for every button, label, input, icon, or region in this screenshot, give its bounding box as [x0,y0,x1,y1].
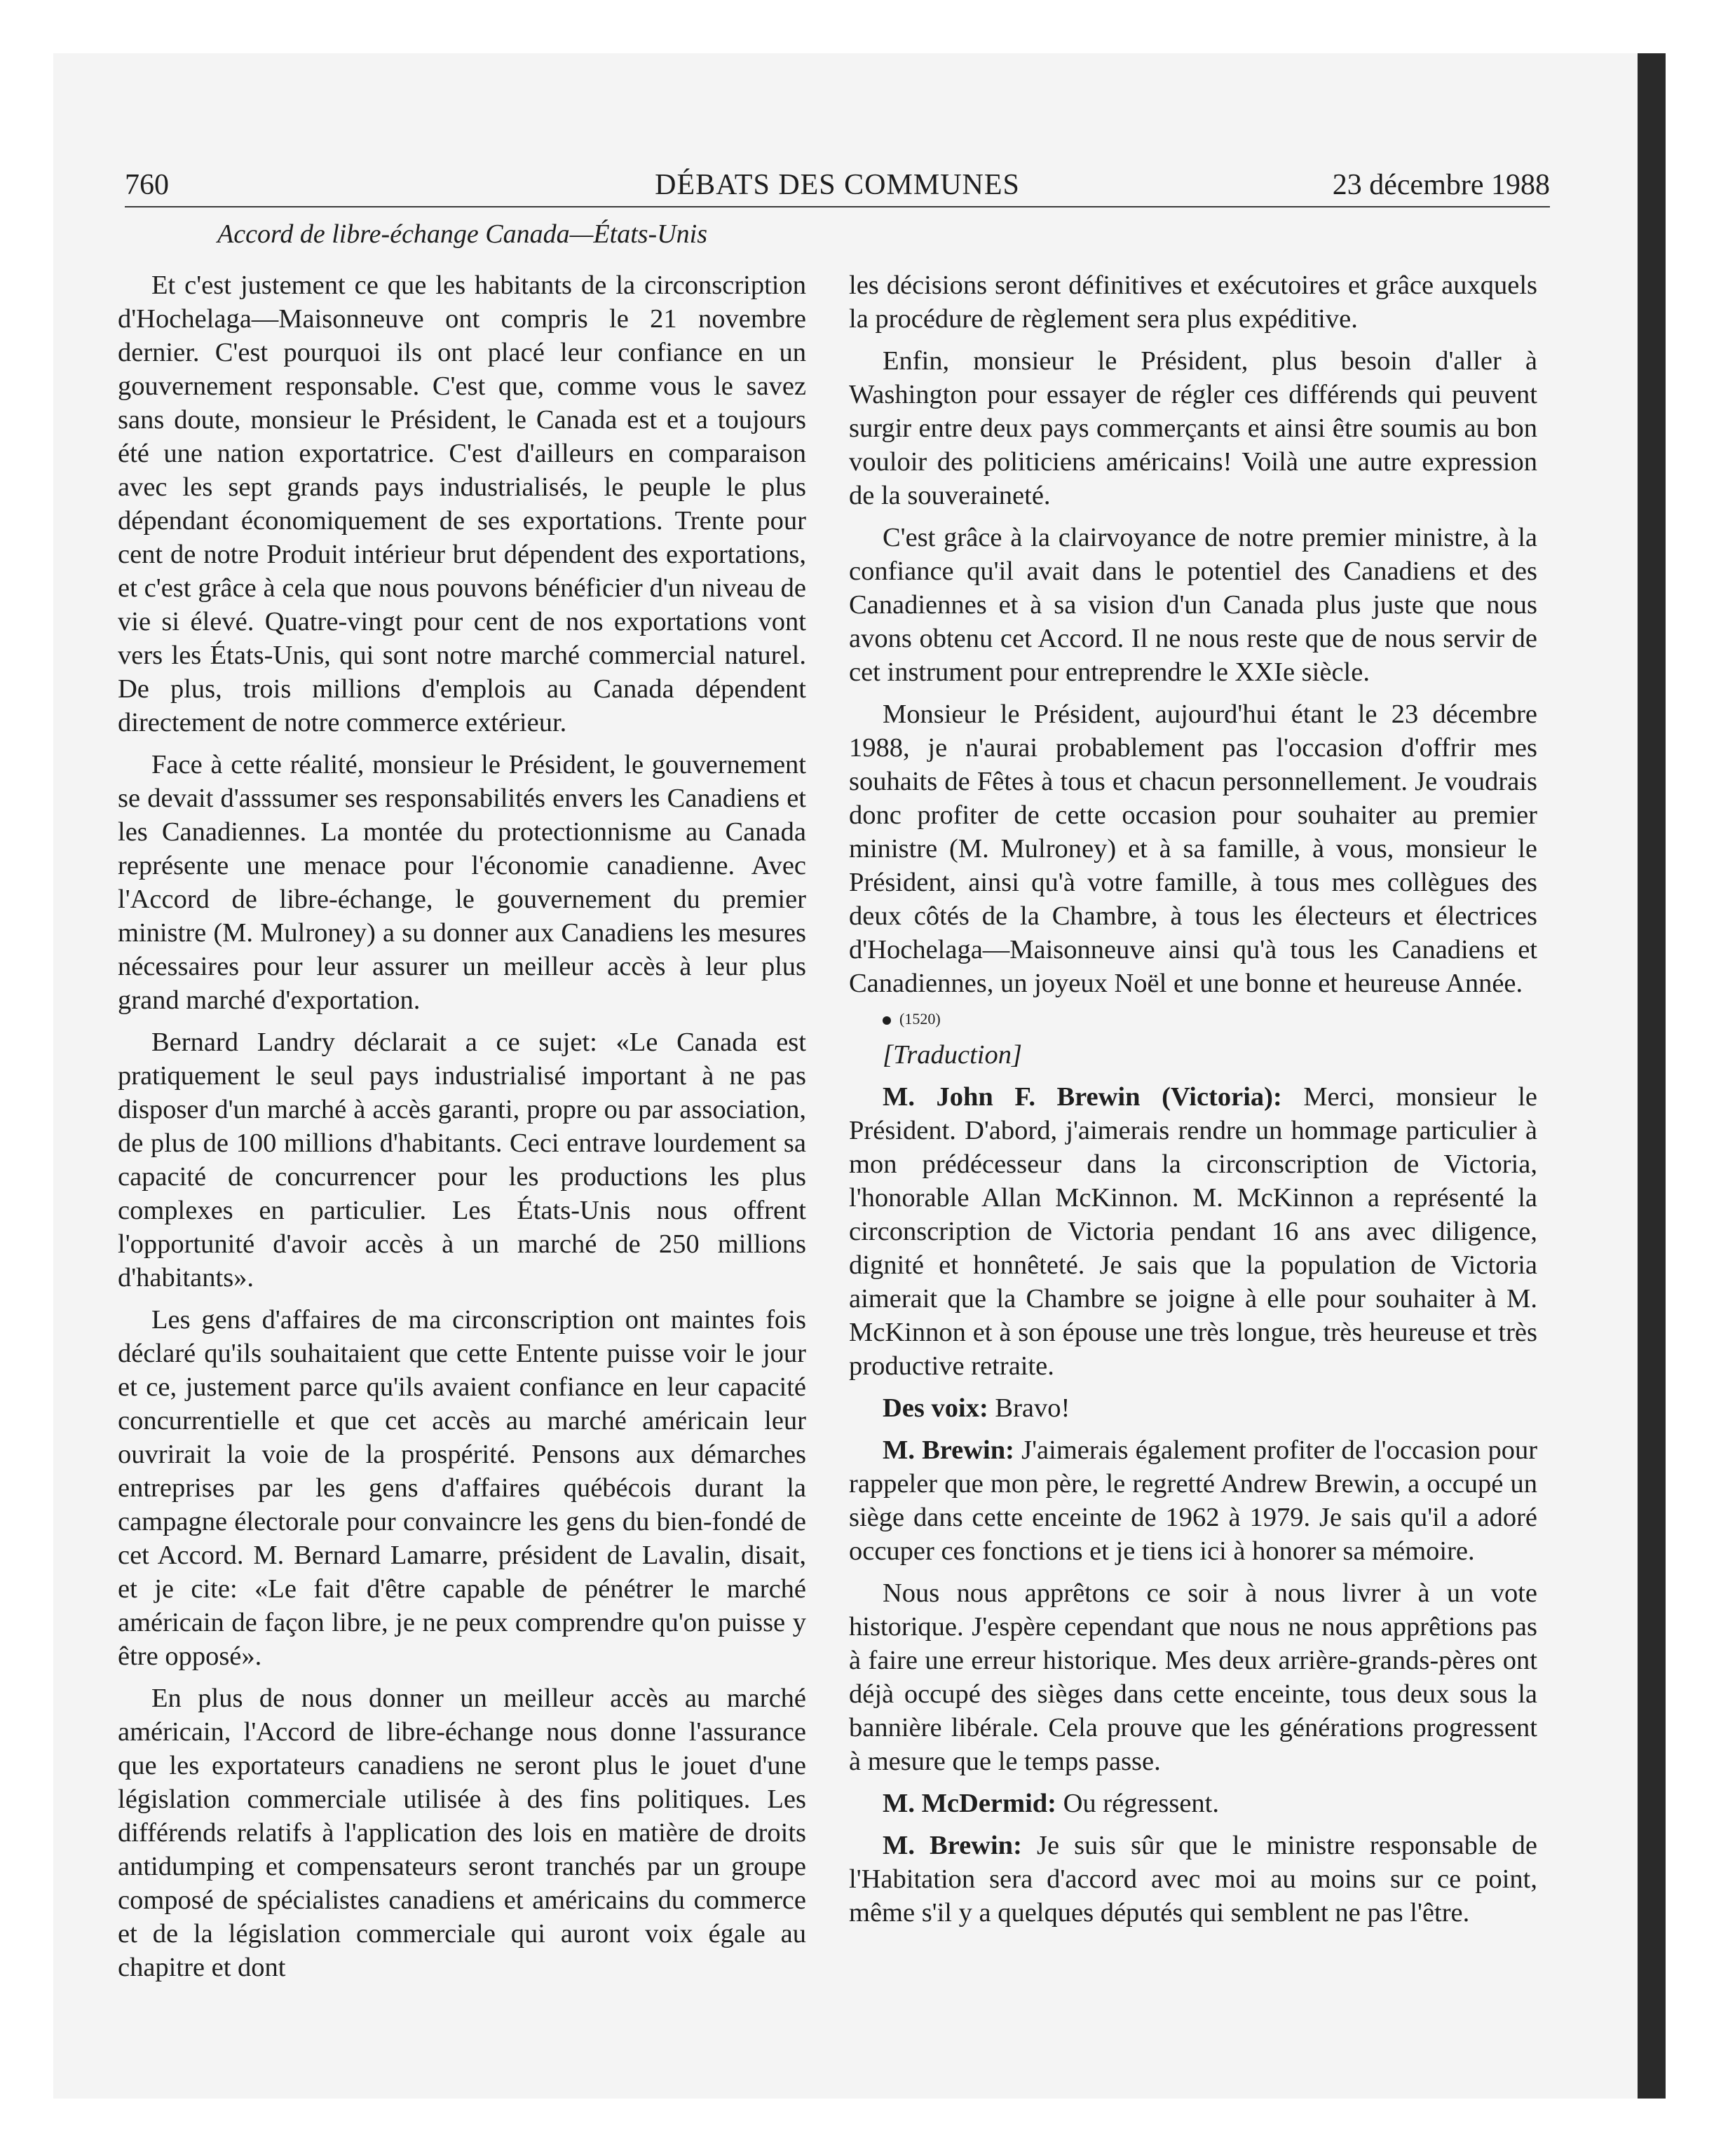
speaker-name: M. Brewin: [883,1435,1014,1465]
speech [849,1433,1537,1568]
speaker-name: M. Brewin: [883,1831,1022,1860]
paragraph: les décisions seront définitives et exécutoires et grâce auxquels la procédure de règlement sera plus expéditive. [849,271,1537,334]
paragraph: Nous nous apprêtons ce soir à nous livrer à un vote historique. J'espère cependant que nous ne nous apprêtions pas à faire une erreur historique. Mes deux arrière-grands-pères ont déjà occupé des sièges dans cette enceinte, tous deux sous la bannière libérale. Cela prouve que les générations progressent à mesure que le temps passe. [849,1578,1537,1776]
translation-label: [Traduction] [883,1040,1022,1070]
time-marker [849,1009,1537,1030]
speaker-name: M. McDermid: [883,1789,1056,1818]
speech [849,1080,1537,1383]
speech-text: Bravo! [995,1393,1070,1423]
speech-text: Ou régressent. [1063,1789,1219,1818]
speaker-name: Des voix: [883,1393,988,1423]
page-number: 760 [125,169,169,201]
speech-text: J'aimerais également profiter de l'occasion pour rappeler que mon père, le regretté Andrew Brewin, a occupé un siège dans cette enceinte de 1962 à 1979. Je sais qu'il a adoré occuper ces fonctions et je tiens ici à honorer sa mémoire. [849,1435,1538,1566]
paragraph: En plus de nous donner un meilleur accès au marché américain, l'Accord de libre-échange nous donne l'assurance que les exportateurs canadiens ne seront plus le jouet d'une législation commerciale utilisée à des fins politiques. Les différends relatifs à l'application des lois en matière de droits antidumping et compensateurs seront tranchés par un groupe composé de spécialistes canadiens et américains du commerce et de la législation commerciale qui auront voix égale au chapitre et dont [118,1684,806,1982]
paragraph: Les gens d'affaires de ma circonscription ont maintes fois déclaré qu'ils souhaitaient que cette Entente puisse voir le jour et ce, justement parce qu'ils avaient confiance en leur capacité concurrentielle et que cet accès au marché américain leur ouvrirait la voie de la prospérité. Pensons aux démarches entreprises par les gens d'affaires québécois durant la campagne électorale pour convaincre les gens du bien-fondé de cet Accord. M. Bernard Lamarre, président de Lavalin, disait, et je cite: «Le fait d'être capable de pénétrer le marché américain de façon libre, je ne peux comprendre qu'on puisse y être opposé». [118,1305,806,1671]
paragraph: C'est grâce à la clairvoyance de notre premier ministre, à la confiance qu'il avait dans le potentiel des Canadiens et des Canadiennes et à sa vision d'un Canada plus juste que nous avons obtenu cet Accord. Il ne nous reste que de nous servir de cet instrument pour entreprendre le XXIe siècle. [849,523,1537,687]
paragraph: Et c'est justement ce que les habitants de la circonscription d'Hochelaga—Maisonneuve ont compris le 21 novembre dernier. C'est pourquoi ils ont placé leur confiance en un gouvernement responsable. C'est que, comme vous le savez sans doute, monsieur le Président, le Canada est et a toujours été une nation exportatrice. C'est d'ailleurs en comparaison avec les sept grands pays industrialisés, le peuple le plus dépendant économiquement de ses exportations. Trente pour cent de notre Produit intérieur brut dépendent des exportations, et c'est grâce à cela que nous pouvons bénéficier d'un niveau de vie si élevé. Quatre-vingt pour cent de nos exportations vont vers les États-Unis, qui sont notre marché commercial naturel. De plus, trois millions d'emplois au Canada dépendent directement de notre commerce extérieur. [118,271,806,737]
paragraph: Face à cette réalité, monsieur le Président, le gouvernement se devait d'asssumer ses responsabilités envers les Canadiens et les Canadiennes. La montée du protectionnisme au Canada représente une menace pour l'économie canadienne. Avec l'Accord de libre-échange, le gouvernement du premier ministre (M. Mulroney) a su donner aux Canadiens les mesures nécessaires pour leur assurer un meilleur accès à leur plus grand marché d'exportation. [118,750,806,1015]
speech [849,1391,1537,1425]
time-marker-label: (1520) [899,1010,941,1028]
speaker-name: M. John F. Brewin (Victoria): [883,1082,1282,1112]
journal-title: DÉBATS DES COMMUNES [655,169,1020,201]
paragraph: Enfin, monsieur le Président, plus besoin d'aller à Washington pour essayer de régler ces différends qui peuvent surgir entre deux pays commerçants et ainsi être soumis au bon vouloir des politiciens américains! Voilà une autre expression de la souveraineté. [849,346,1537,510]
page-date: 23 décembre 1988 [1332,169,1550,201]
scan-edge-shadow [1638,53,1666,2099]
running-header [125,167,1550,207]
right-column [849,268,1537,1938]
paragraph: Monsieur le Président, aujourd'hui étant le 23 décembre 1988, je n'aurai probablement pas l'occasion d'offrir mes souhaits de Fêtes à tous et chacun personnellement. Je voudrais donc profiter de cette occasion pour souhaiter au premier ministre (M. Mulroney) et à sa famille, à vous, monsieur le Président, ainsi qu'à votre famille, à tous mes collègues des deux côtés de la Chambre, à tous les électeurs et électrices d'Hochelaga—Maisonneuve ainsi qu'à tous les Canadiens et Canadiennes, un joyeux Noël et une bonne et heureuse Année. [849,700,1537,998]
speech-text: Merci, monsieur le Président. D'abord, j'aimerais rendre un hommage particulier à mon prédécesseur dans la circonscription de Victoria, l'honorable Allan McKinnon. M. McKinnon a représenté la circonscription de Victoria pendant 16 ans avec diligence, dignité et honnêteté. Je sais que la population de Victoria aimerait que la Chambre se joigne à elle pour souhaiter à M. McKinnon et à son épouse une très longue, très heureuse et très productive retraite. [849,1082,1537,1381]
subject-heading: Accord de libre-échange Canada—États-Unis [217,219,707,249]
speech [849,1787,1537,1820]
speech [849,1829,1537,1930]
speech-text: Je suis sûr que le ministre responsable de l'Habitation sera d'accord avec moi au moins sur ce point, même s'il y a quelques députés qui semblent ne pas l'être. [849,1831,1538,1928]
paragraph: Bernard Landry déclarait a ce sujet: «Le Canada est pratiquement le seul pays industrialisé important à ne pas disposer d'un marché à accès garanti, propre ou par association, de plus de 100 millions d'habitants. Ceci entrave lourdement sa capacité de concurrencer pour les productions les plus complexes en particulier. Les États-Unis nous offrent l'opportunité d'avoir accès à un marché de 250 millions d'habitants». [118,1028,806,1292]
bullet-dot-icon [883,1016,891,1025]
left-column [118,268,806,1993]
